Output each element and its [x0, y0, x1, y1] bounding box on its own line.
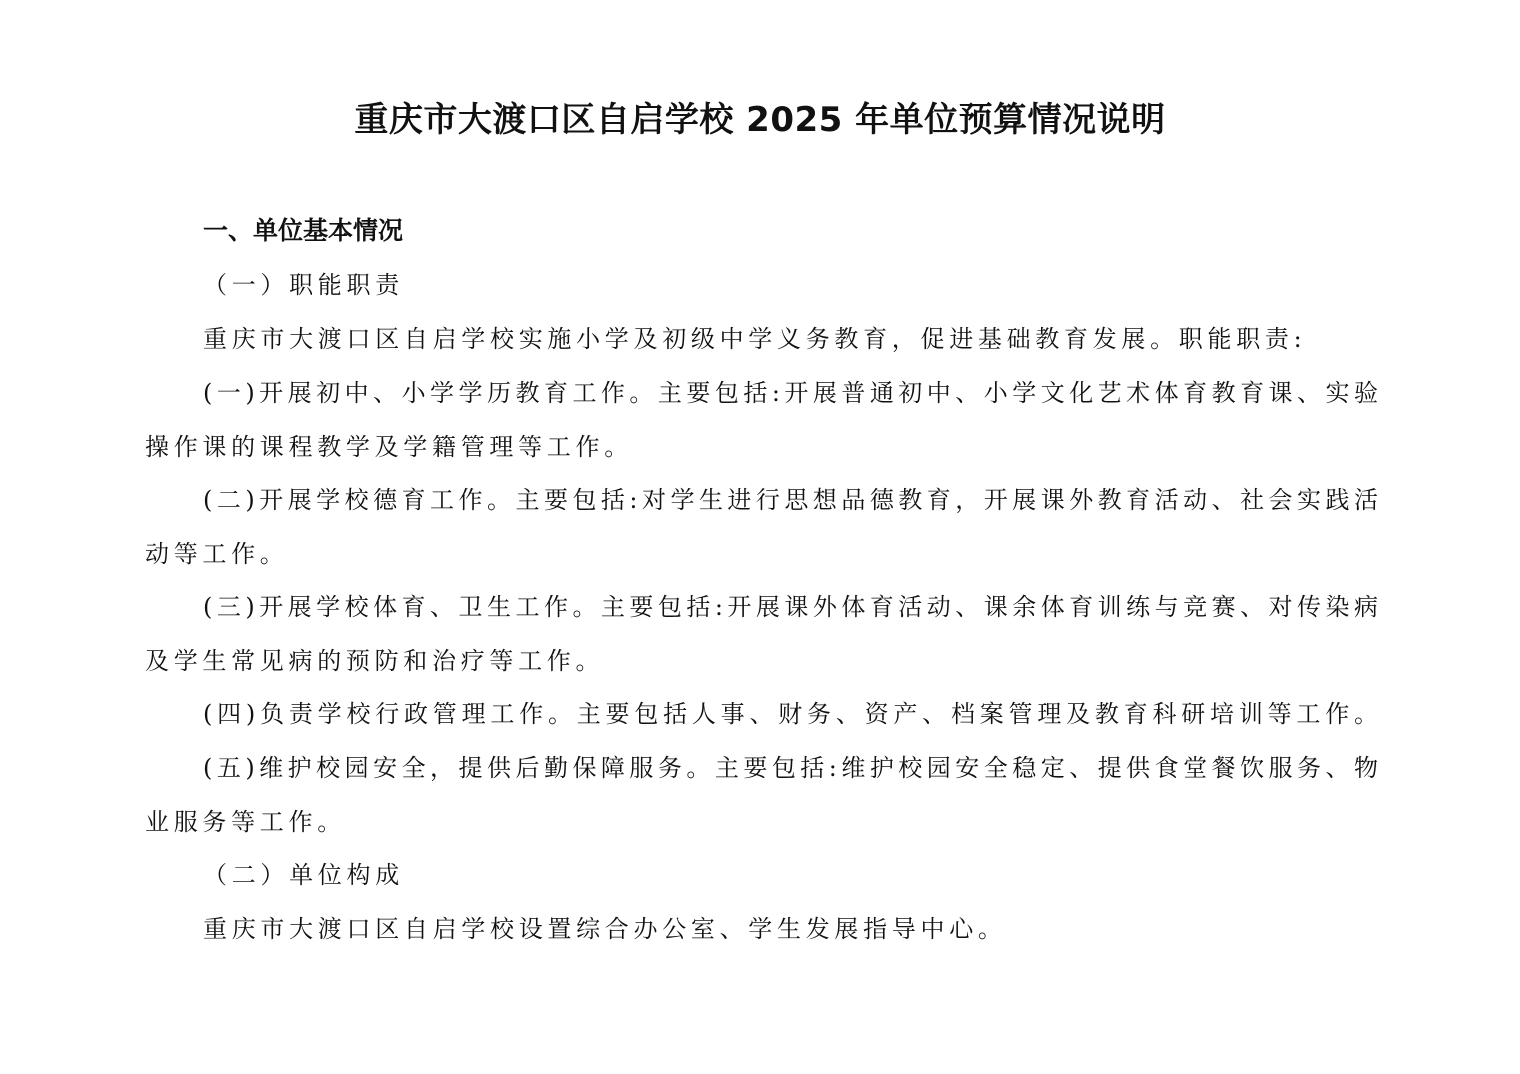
- function-item-5-line-1: (五)维护校园安全，提供后勤保障服务。主要包括:维护校园安全稳定、提供食堂餐饮服务、物: [203, 754, 1378, 782]
- subsection-heading-composition: （二）单位构成: [203, 861, 404, 889]
- function-item-2-line-1: (二)开展学校德育工作。主要包括:对学生进行思想品德教育，开展课外教育活动、社会实践活: [203, 486, 1378, 514]
- function-item-5-line-2: 业服务等工作。: [145, 808, 346, 836]
- function-item-1-line-1: (一)开展初中、小学学历教育工作。主要包括:开展普通初中、小学文化艺术体育教育课、实验: [203, 379, 1378, 407]
- document-title: 重庆市大渡口区自启学校 2025 年单位预算情况说明: [354, 100, 1166, 140]
- functions-intro-paragraph: 重庆市大渡口区自启学校实施小学及初级中学义务教育，促进基础教育发展。职能职责:: [203, 325, 1307, 353]
- function-item-2-line-2: 动等工作。: [145, 540, 289, 568]
- function-item-3-line-1: (三)开展学校体育、卫生工作。主要包括:开展课外体育活动、课余体育训练与竞赛、对传染病: [203, 593, 1378, 621]
- function-item-4-line-1: (四)负责学校行政管理工作。主要包括人事、财务、资产、档案管理及教育科研培训等工作。: [203, 700, 1378, 728]
- subsection-heading-functions: （一）职能职责: [203, 271, 404, 299]
- function-item-1-line-2: 操作课的课程教学及学籍管理等工作。: [145, 433, 633, 461]
- composition-paragraph: 重庆市大渡口区自启学校设置综合办公室、学生发展指导中心。: [203, 915, 1007, 943]
- function-item-3-line-2: 及学生常见病的预防和治疗等工作。: [145, 647, 605, 675]
- section-heading-basic-info: 一、单位基本情况: [203, 216, 404, 245]
